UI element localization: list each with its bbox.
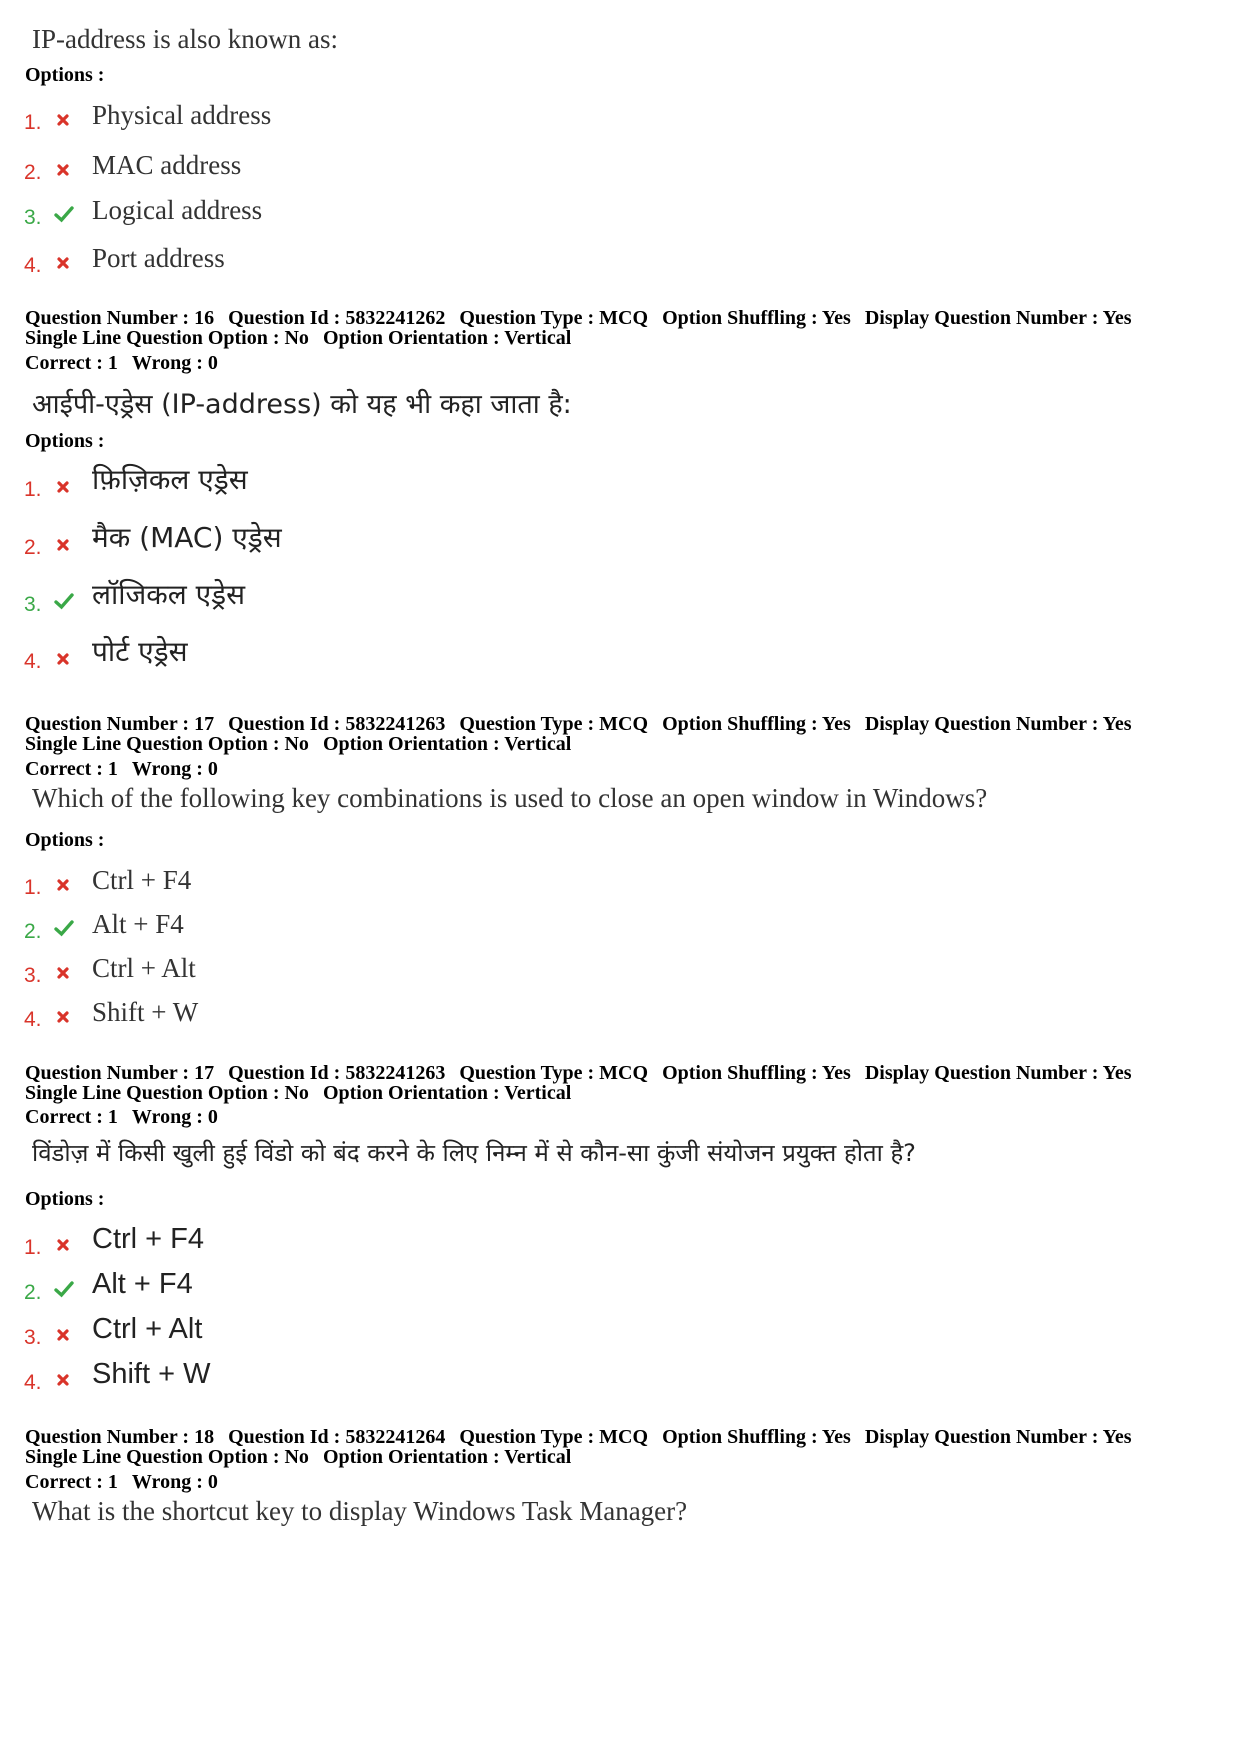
cross-icon <box>54 1234 74 1254</box>
option-number: 1. <box>24 1236 42 1259</box>
marking-scheme <box>25 1107 232 1127</box>
wrong-marks: Wrong : 0 <box>131 758 218 780</box>
options-label: Options : <box>25 64 105 86</box>
question-meta <box>25 1427 1146 1467</box>
display-question-number: Display Question Number : Yes <box>864 1426 1132 1448</box>
question-text: आईपी-एड्रेस (IP-address) को यह भी कहा जाता है: <box>32 389 572 420</box>
option-number: 4. <box>24 1371 42 1394</box>
cross-icon <box>54 534 74 554</box>
option-text: फ़िज़िकल एड्रेस <box>92 463 248 496</box>
option-orientation: Option Orientation : Vertical <box>322 1446 572 1468</box>
option-text: Ctrl + Alt <box>92 1313 203 1345</box>
option-number: 2. <box>24 920 42 943</box>
check-icon <box>54 591 74 611</box>
question-number: Question Number : 17 <box>25 713 215 735</box>
display-question-number: Display Question Number : Yes <box>864 307 1132 329</box>
option-text: Shift + W <box>92 1358 211 1390</box>
correct-marks: Correct : 1 <box>25 1106 118 1128</box>
marking-scheme <box>25 353 232 373</box>
question-type: Question Type : MCQ <box>459 713 649 735</box>
option-text: MAC address <box>92 150 242 180</box>
option-number: 4. <box>24 1008 42 1031</box>
question-text: What is the shortcut key to display Windows Task Manager? <box>32 1496 688 1526</box>
option-text: Ctrl + F4 <box>92 865 192 895</box>
question-number: Question Number : 17 <box>25 1062 215 1084</box>
cross-icon <box>54 648 74 668</box>
option-text: Alt + F4 <box>92 909 184 939</box>
option-text: Shift + W <box>92 997 199 1027</box>
option-shuffling: Option Shuffling : Yes <box>662 713 851 735</box>
wrong-marks: Wrong : 0 <box>131 1471 218 1493</box>
option-number: 2. <box>24 1281 42 1304</box>
wrong-marks: Wrong : 0 <box>131 1106 218 1128</box>
cross-icon <box>54 962 74 982</box>
option-number: 3. <box>24 206 42 229</box>
cross-icon <box>54 1324 74 1344</box>
option-number: 2. <box>24 536 42 559</box>
options-label: Options : <box>25 430 105 452</box>
question-number: Question Number : 18 <box>25 1426 215 1448</box>
option-number: 3. <box>24 964 42 987</box>
question-meta <box>25 308 1146 348</box>
cross-icon <box>54 159 74 179</box>
question-number: Question Number : 16 <box>25 307 215 329</box>
cross-icon <box>54 252 74 272</box>
option-shuffling: Option Shuffling : Yes <box>662 307 851 329</box>
question-meta <box>25 1063 1146 1103</box>
option-text: Ctrl + F4 <box>92 1223 204 1255</box>
marking-scheme <box>25 759 232 779</box>
option-text: लॉजिकल एड्रेस <box>92 578 246 611</box>
option-number: 3. <box>24 1326 42 1349</box>
single-line-option: Single Line Question Option : No <box>25 327 309 349</box>
display-question-number: Display Question Number : Yes <box>864 713 1132 735</box>
question-type: Question Type : MCQ <box>459 307 649 329</box>
options-label: Options : <box>25 1188 105 1210</box>
option-text: Port address <box>92 243 225 273</box>
display-question-number: Display Question Number : Yes <box>864 1062 1132 1084</box>
option-orientation: Option Orientation : Vertical <box>322 733 572 755</box>
option-text: पोर्ट एड्रेस <box>92 635 188 668</box>
correct-marks: Correct : 1 <box>25 352 118 374</box>
option-number: 2. <box>24 161 42 184</box>
option-number: 4. <box>24 254 42 277</box>
question-text: विंडोज़ में किसी खुली हुई विंडो को बंद करने के लिए निम्न में से कौन-सा कुंजी संयोजन प्रयुक्त होता है? <box>32 1139 916 1167</box>
correct-marks: Correct : 1 <box>25 758 118 780</box>
option-number: 1. <box>24 876 42 899</box>
question-id: Question Id : 5832241262 <box>228 307 446 329</box>
options-label: Options : <box>25 829 105 851</box>
option-orientation: Option Orientation : Vertical <box>322 327 572 349</box>
wrong-marks: Wrong : 0 <box>131 352 218 374</box>
option-text: मैक (MAC) एड्रेस <box>92 521 282 554</box>
correct-marks: Correct : 1 <box>25 1471 118 1493</box>
check-icon <box>54 204 74 224</box>
cross-icon <box>54 874 74 894</box>
option-shuffling: Option Shuffling : Yes <box>662 1062 851 1084</box>
question-id: Question Id : 5832241263 <box>228 713 446 735</box>
option-number: 1. <box>24 478 42 501</box>
option-text: Ctrl + Alt <box>92 953 196 983</box>
cross-icon <box>54 1006 74 1026</box>
question-text: IP-address is also known as: <box>32 24 338 54</box>
single-line-option: Single Line Question Option : No <box>25 1446 309 1468</box>
option-number: 4. <box>24 650 42 673</box>
question-text: Which of the following key combinations is used to close an open window in Windows? <box>32 783 988 813</box>
question-type: Question Type : MCQ <box>459 1426 649 1448</box>
cross-icon <box>54 109 74 129</box>
check-icon <box>54 1279 74 1299</box>
marking-scheme <box>25 1472 232 1492</box>
option-text: Alt + F4 <box>92 1268 193 1300</box>
option-number: 3. <box>24 593 42 616</box>
option-text: Logical address <box>92 195 263 225</box>
question-id: Question Id : 5832241264 <box>228 1426 446 1448</box>
cross-icon <box>54 476 74 496</box>
question-meta <box>25 714 1146 754</box>
question-type: Question Type : MCQ <box>459 1062 649 1084</box>
option-text: Physical address <box>92 100 272 130</box>
option-shuffling: Option Shuffling : Yes <box>662 1426 851 1448</box>
single-line-option: Single Line Question Option : No <box>25 1082 309 1104</box>
option-orientation: Option Orientation : Vertical <box>322 1082 572 1104</box>
check-icon <box>54 918 74 938</box>
option-number: 1. <box>24 111 42 134</box>
cross-icon <box>54 1369 74 1389</box>
single-line-option: Single Line Question Option : No <box>25 733 309 755</box>
question-id: Question Id : 5832241263 <box>228 1062 446 1084</box>
